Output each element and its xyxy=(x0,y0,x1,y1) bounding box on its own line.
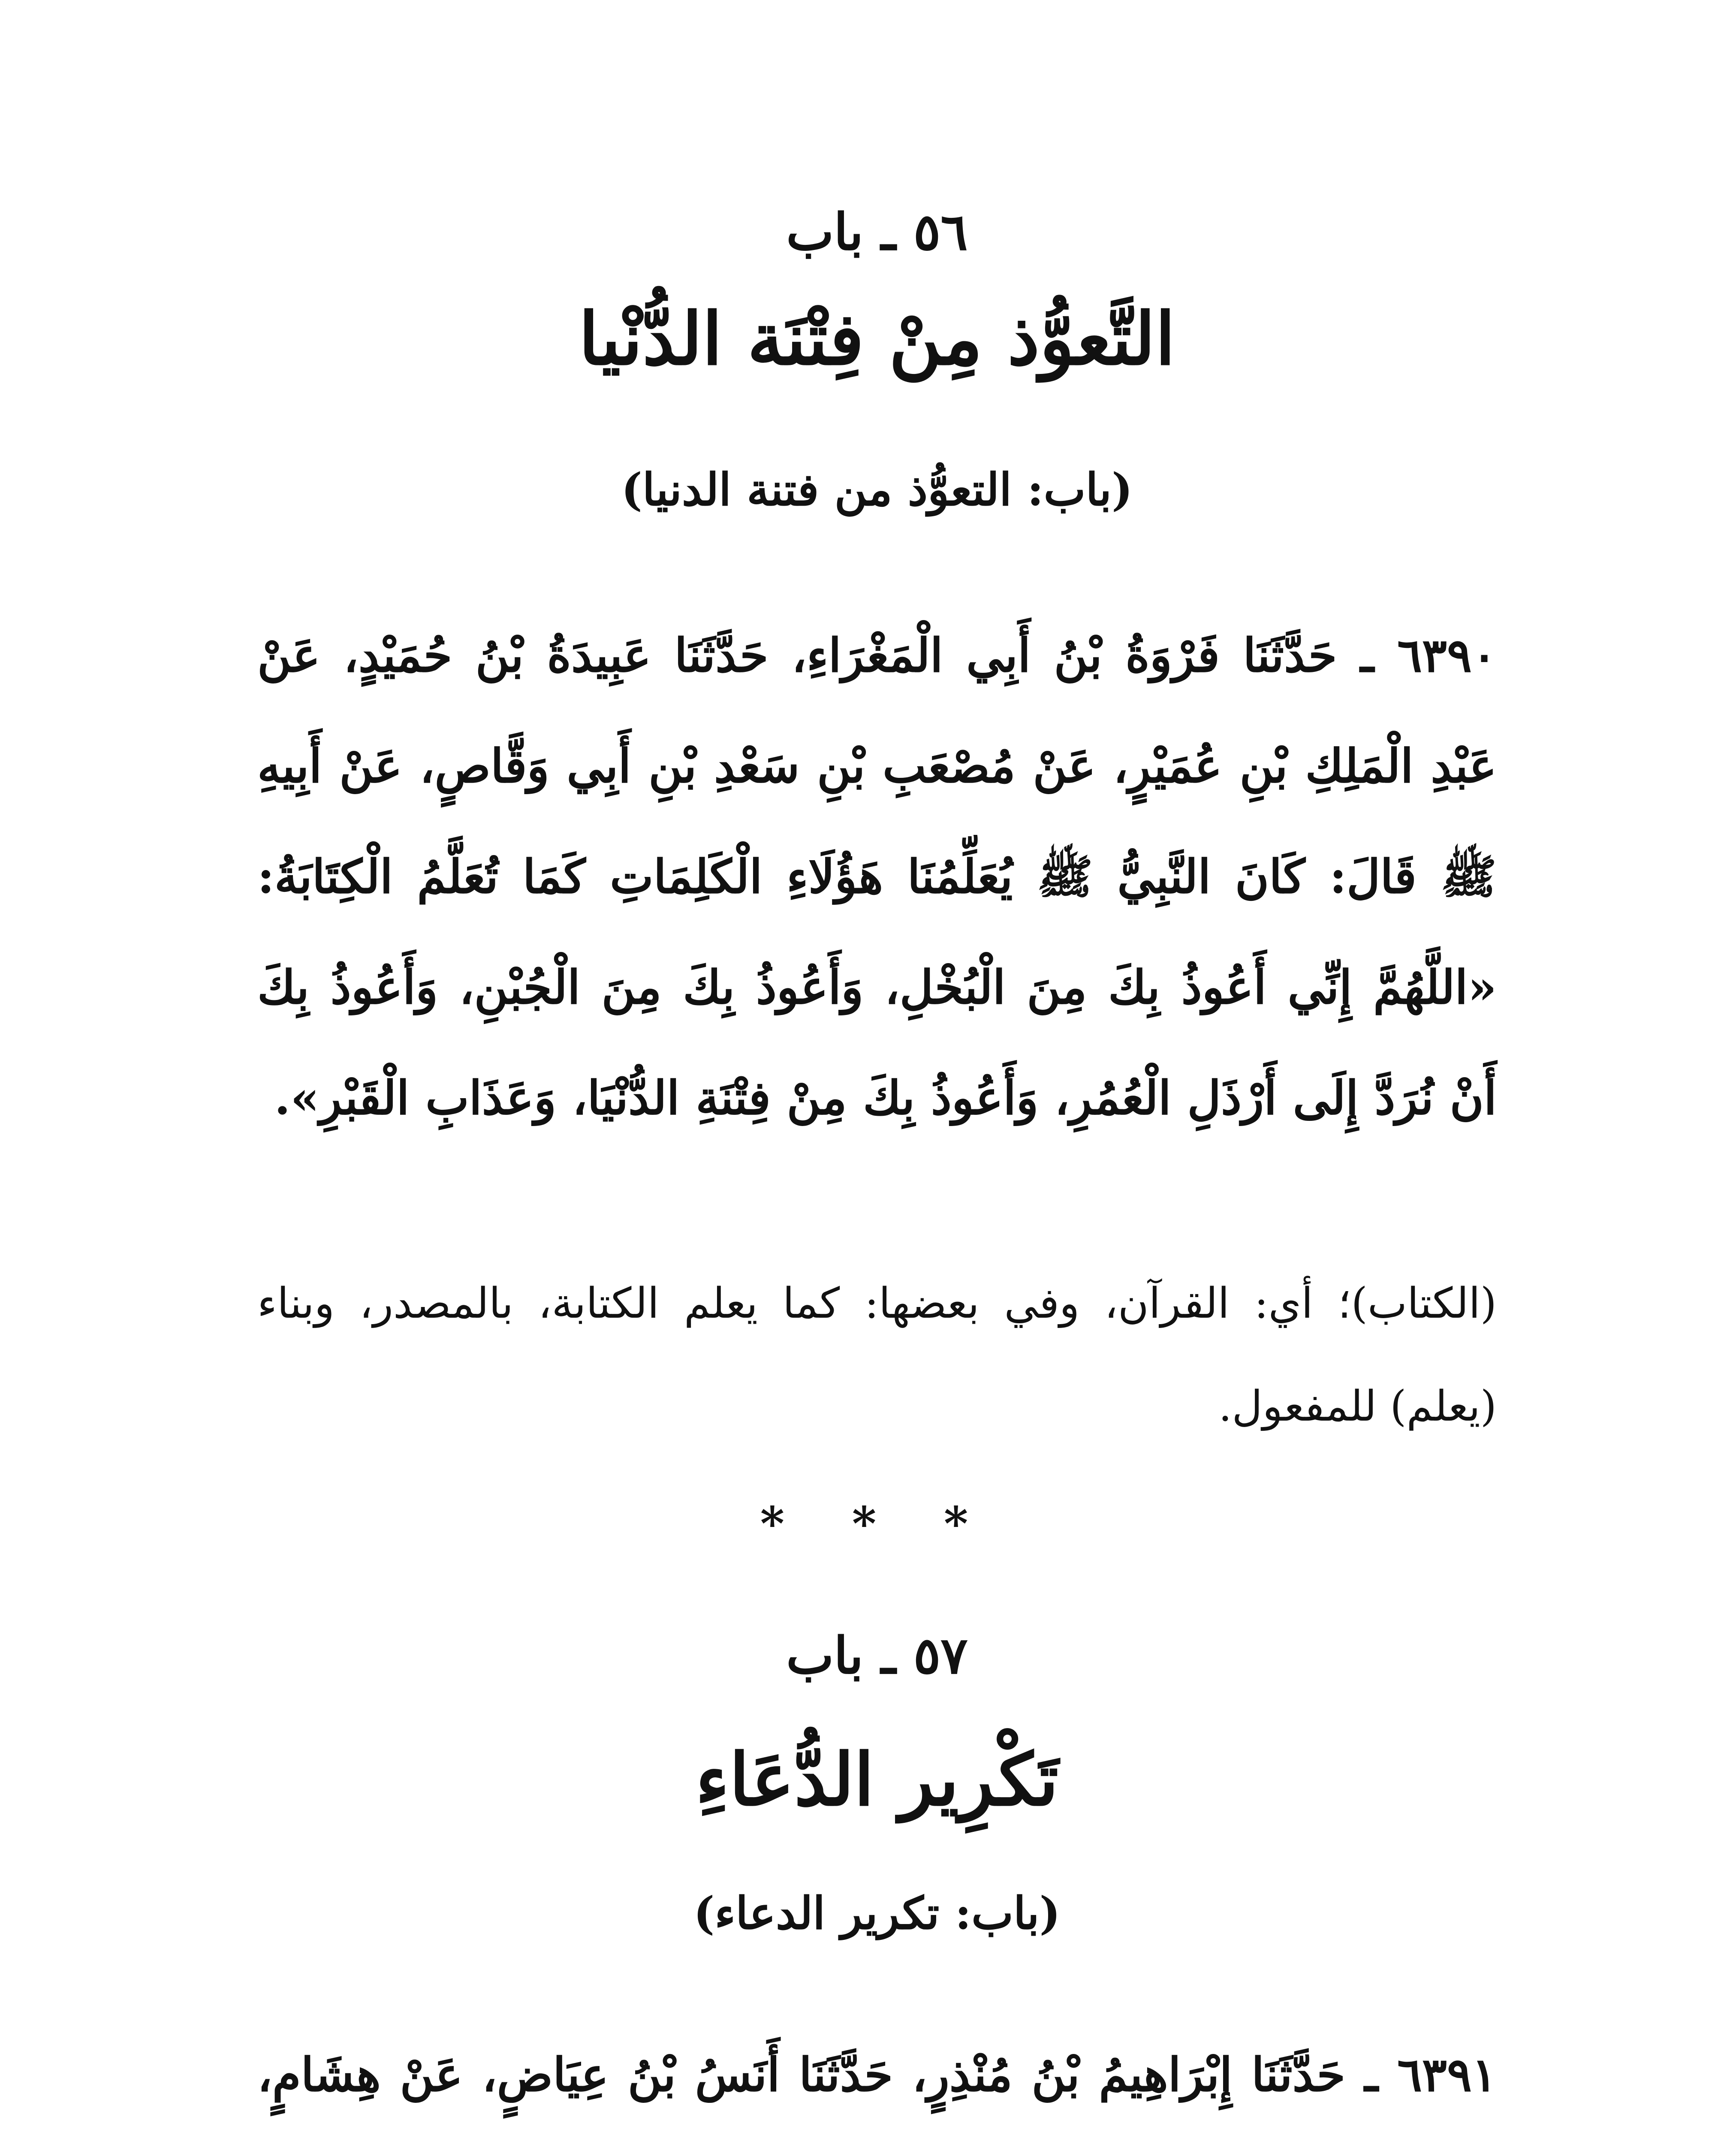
chapter-57-bracket-title: (باب: تكرير الدعاء) xyxy=(693,1887,1061,1939)
chapter-57-heading: تَكْرِير الدُّعَاءِ xyxy=(695,1737,1059,1822)
chapter-56-heading: التَّعوُّذ مِنْ فِتْنَة الدُّنْيا xyxy=(579,296,1175,381)
hadith-6390: ٦٣٩٠ ـ حَدَّثَنَا فَرْوَةُ بْنُ أَبِي الْمَغْرَاءِ، حَدَّثَنَا عَبِيدَةُ بْنُ حُمَيْدٍ، عَنْ عَبْدِ الْمَلِكِ بْنِ عُمَيْرٍ، عَنْ مُصْعَبِ بْنِ سَعْدِ بْنِ أَبِي وَقَّاصٍ، عَنْ أَبِيهِ ﷺ قَالَ: كَانَ النَّبِيُّ ﷺ يُعَلِّمُنَا هَؤُلَاءِ الْكَلِمَاتِ كَمَا تُعَلَّمُ الْكِتَابَةُ: «اللَّهُمَّ إِنِّي أَعُوذُ بِكَ مِنَ الْبُخْلِ، وَأَعُوذُ بِكَ مِنَ الْجُبْنِ، وَأَعُوذُ بِكَ أَنْ نُرَدَّ إِلَى أَرْذَلِ الْعُمُرِ، وَأَعُوذُ بِكَ مِنْ فِتْنَةِ الدُّنْيَا، وَعَذَابِ الْقَبْرِ». xyxy=(257,629,1497,1125)
chapter-56-bracket-title: (باب: التعوُّذ من فتنة الدنيا) xyxy=(621,463,1133,516)
commentary-note: (الكتاب)؛ أي: القرآن، وفي بعضها: كما يعلم الكتابة، بالمصدر، وبناء (يعلم) للمفعول. xyxy=(257,1279,1497,1431)
chapter-56-label: ٥٦ ـ باب xyxy=(786,202,968,262)
section-divider: * * * xyxy=(760,1497,994,1551)
hadith-6391: ٦٣٩١ ـ حَدَّثَنَا إِبْرَاهِيمُ بْنُ مُنْذِرٍ، حَدَّثَنَا أَنَسُ بْنُ عِيَاضٍ، عَنْ هِشَامٍ، xyxy=(257,2048,1497,2102)
chapter-57-label: ٥٧ ـ باب xyxy=(786,1626,968,1685)
